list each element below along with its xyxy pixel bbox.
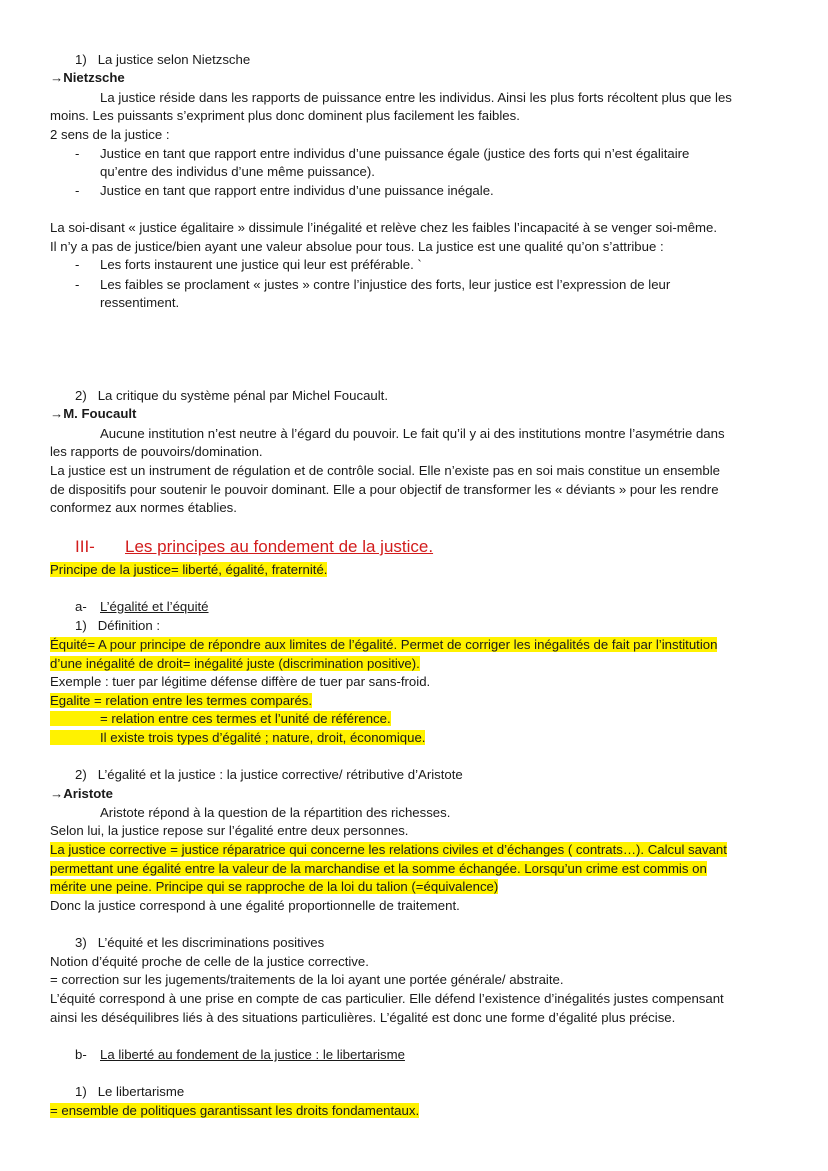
heading-definition: 1) Définition : <box>75 618 161 633</box>
subsection-letter: a- <box>75 599 87 614</box>
paragraph-line: Il n’y a pas de justice/bien ayant une valeur absolue pour tous. La justice est une qualité qu’on s’attribue : <box>50 239 664 254</box>
heading-aristote: 2) L’égalité et la justice : la justice corrective/ rétributive d’Aristote <box>75 767 463 782</box>
paragraph-line: = correction sur les jugements/traitements de la loi ayant une portée générale/ abstraite. <box>50 972 564 987</box>
paragraph-line: ainsi les déséquilibres liés à des situations particulières. L’égalité est donc une forme d’égalité plus précise. <box>50 1010 676 1025</box>
corrective-justice-highlight: mérite une peine. Principe qui se rapproche de la loi du talion (=équivalence) <box>50 879 499 894</box>
bullet-text: Justice en tant que rapport entre individus d’une puissance inégale. <box>100 183 494 198</box>
subsection-letter: b- <box>75 1047 87 1062</box>
bullet-dash: - <box>75 183 80 198</box>
section-title: Les principes au fondement de la justice. <box>125 537 434 556</box>
paragraph-line: La justice est un instrument de régulation et de contrôle social. Elle n’existe pas en soi mais constitue un ensemble <box>50 463 721 478</box>
bullet-dash: - <box>75 257 80 272</box>
paragraph-line: 2 sens de la justice : <box>50 127 170 142</box>
paragraph-line: Exemple : tuer par légitime défense diffère de tuer par sans-froid. <box>50 674 431 689</box>
author-aristote: →Aristote <box>50 786 114 801</box>
equite-definition: Équité= A pour principe de répondre aux limites de l’égalité. Permet de corriger les inégalités de fait par l’institution <box>50 637 718 652</box>
paragraph-line: Donc la justice correspond à une égalité proportionnelle de traitement. <box>50 898 460 913</box>
author-foucault: →M. Foucault <box>50 406 137 421</box>
egalite-definition: Egalite = relation entre les termes comparés. <box>50 693 313 708</box>
paragraph-line: les rapports de pouvoirs/domination. <box>50 444 263 459</box>
paragraph-line: moins. Les puissants s’expriment plus donc dominent plus facilement les faibles. <box>50 108 520 123</box>
paragraph-line: Aristote répond à la question de la répartition des richesses. <box>100 805 451 820</box>
libertarisme-definition: = ensemble de politiques garantissant les droits fondamentaux. <box>50 1103 420 1118</box>
paragraph-line: Aucune institution n’est neutre à l’égard du pouvoir. Le fait qu’il y ai des institutions montre l’asymétrie dans <box>100 426 725 441</box>
principle-highlight: Principe de la justice= liberté, égalité, fraternité. <box>50 562 328 577</box>
bullet-text: ressentiment. <box>100 295 180 310</box>
author-nietzsche: →Nietzsche <box>50 70 125 85</box>
egalite-definition: = relation entre ces termes et l’unité de référence. <box>50 711 391 726</box>
bullet-dash: - <box>75 146 80 161</box>
paragraph-line: L’équité correspond à une prise en compte de cas particulier. Elle défend l’existence d’inégalités justes compensant <box>50 991 724 1006</box>
paragraph-line: Selon lui, la justice repose sur l’égalité entre deux personnes. <box>50 823 409 838</box>
heading-foucault: 2) La critique du système pénal par Michel Foucault. <box>75 388 388 403</box>
egalite-definition: Il existe trois types d’égalité ; nature, droit, économique. <box>50 730 425 745</box>
corrective-justice-highlight: La justice corrective = justice réparatrice qui concerne les relations civiles et d’échanges ( contrats…). Calcul savant <box>50 842 727 857</box>
heading-nietzsche: 1) La justice selon Nietzsche <box>75 52 251 67</box>
paragraph-line: conformez aux normes établies. <box>50 500 237 515</box>
subsection-title: La liberté au fondement de la justice : le libertarisme <box>100 1047 405 1062</box>
bullet-text: qu’entre des individus d’une même puissance). <box>100 164 375 179</box>
bullet-text: Justice en tant que rapport entre individus d’une puissance égale (justice des forts qui n’est égalitaire <box>100 146 690 161</box>
bullet-text: Les faibles se proclament « justes » contre l’injustice des forts, leur justice est l’expression de leur <box>100 277 671 292</box>
paragraph-line: La soi-disant « justice égalitaire » dissimule l’inégalité et relève chez les faibles l’incapacité à se venger soi-même. <box>50 220 718 235</box>
paragraph-line: de dispositifs pour soutenir le pouvoir dominant. Elle a pour objectif de transformer les « déviants » pour les rendre <box>50 482 719 497</box>
bullet-text: Les forts instaurent une justice qui leur est préférable. ` <box>100 257 422 272</box>
bullet-dash: - <box>75 277 80 292</box>
subsection-title: L’égalité et l’équité <box>100 599 209 614</box>
heading-equite: 3) L’équité et les discriminations positives <box>75 935 325 950</box>
equite-definition: d’une inégalité de droit= inégalité juste (discrimination positive). <box>50 656 420 671</box>
paragraph-line: Notion d’équité proche de celle de la justice corrective. <box>50 954 369 969</box>
heading-libertarisme: 1) Le libertarisme <box>75 1084 185 1099</box>
paragraph-line: La justice réside dans les rapports de puissance entre les individus. Ainsi les plus forts récoltent plus que les <box>100 90 732 105</box>
corrective-justice-highlight: permettant une égalité entre la valeur de la marchandise et la somme échangée. Lorsqu’un crime est commis on <box>50 861 707 876</box>
section-number: III- <box>75 537 95 556</box>
